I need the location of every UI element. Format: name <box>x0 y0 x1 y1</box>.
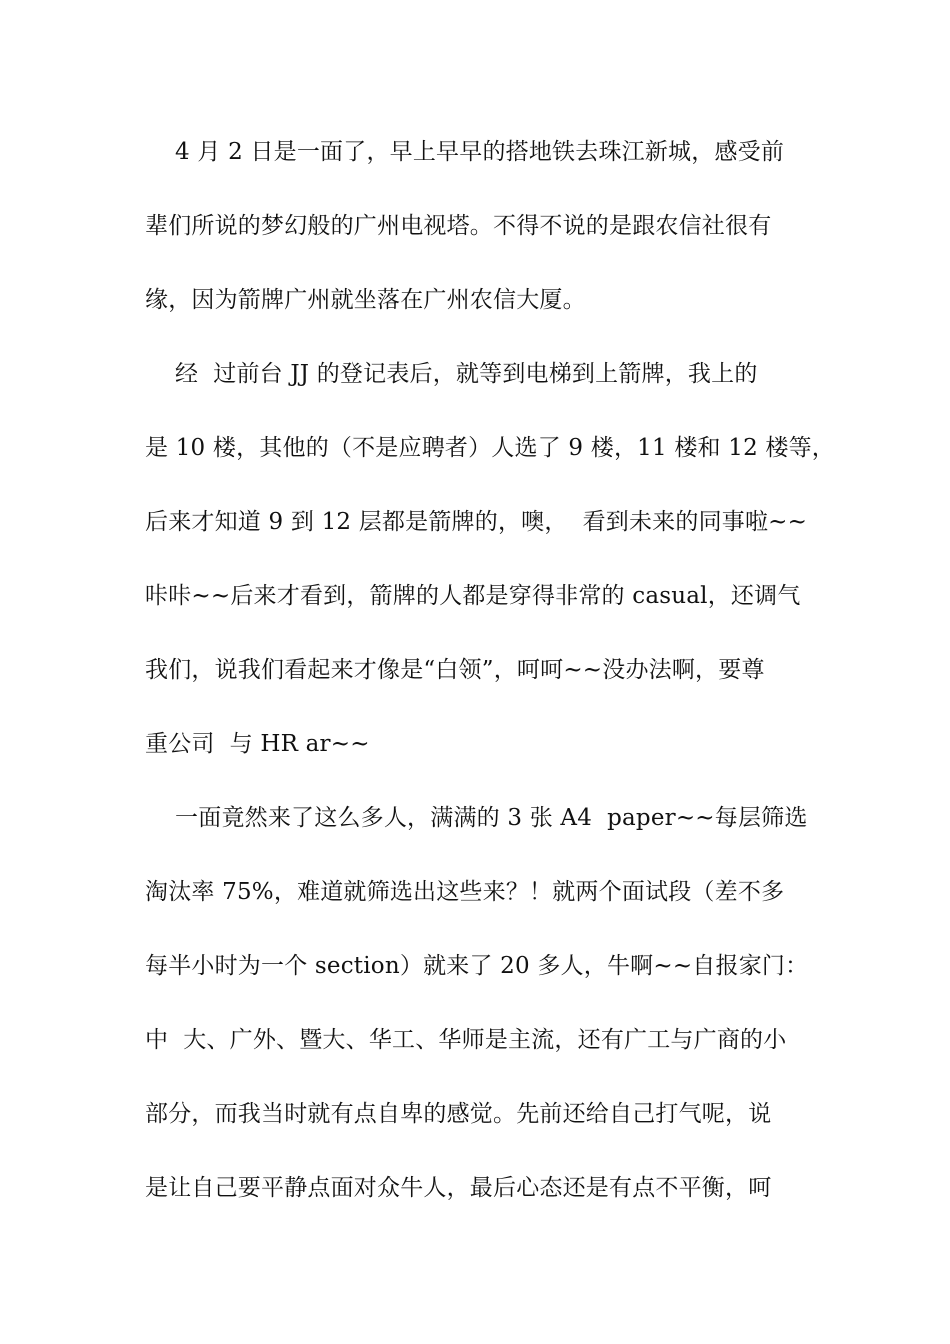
text-line: 淘汰率 75%，难道就筛选出这些来？！就两个面试段（差不多 <box>145 879 785 905</box>
text-line: 一面竟然来了这么多人，满满的 3 张 A4 paper~~每层筛选 <box>145 805 808 831</box>
text-line: 后来才知道 9 到 12 层都是箭牌的，噢， 看到未来的同事啦~~ <box>145 509 808 535</box>
text-line: 是 10 楼，其他的（不是应聘者）人选了 9 楼，11 楼和 12 楼等， <box>145 435 836 461</box>
text-line: 中 大、广外、暨大、华工、华师是主流，还有广工与广商的小 <box>145 1027 787 1053</box>
text-line: 部分，而我当时就有点自卑的感觉。先前还给自己打气呢，说 <box>145 1101 772 1127</box>
text-line: 咔咔~~后来才看到，箭牌的人都是穿得非常的 casual，还调气 <box>145 583 801 609</box>
text-line: 4 月 2 日是一面了，早上早早的搭地铁去珠江新城，感受前 <box>145 139 785 165</box>
text-line: 缘，因为箭牌广州就坐落在广州农信大厦。 <box>145 287 586 313</box>
text-line: 经 过前台 JJ 的登记表后，就等到电梯到上箭牌，我上的 <box>145 361 758 387</box>
text-line: 我们，说我们看起来才像是“白领”，呵呵~~没办法啊，要尊 <box>145 657 765 683</box>
body-text <box>145 128 836 1238</box>
text-line: 每半小时为一个 section）就来了 20 多人，牛啊~~自报家门： <box>145 953 809 979</box>
text-line: 辈们所说的梦幻般的广州电视塔。不得不说的是跟农信社很有 <box>145 213 772 239</box>
text-line: 重公司 与 HR ar~~ <box>145 731 370 757</box>
text-line: 是让自己要平静点面对众牛人，最后心态还是有点不平衡，呵 <box>145 1175 772 1201</box>
